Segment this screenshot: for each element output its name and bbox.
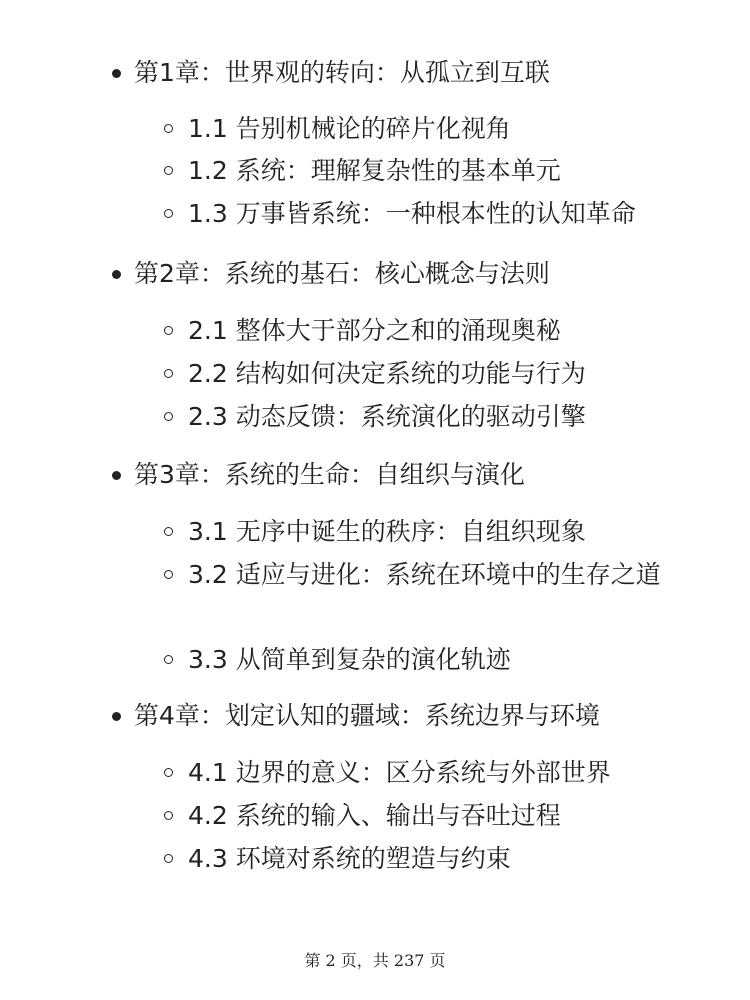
section-title: 2.2 结构如何决定系统的功能与行为 xyxy=(188,359,586,388)
chapter-4-item xyxy=(134,698,600,734)
section-title: 1.3 万事皆系统：一种根本性的认知革命 xyxy=(188,199,636,228)
section-title: 1.2 系统：理解复杂性的基本单元 xyxy=(188,156,561,185)
hollow-bullet-icon xyxy=(164,412,173,421)
filled-bullet-icon xyxy=(112,712,121,721)
section-3-3-item xyxy=(188,642,511,678)
chapter-title: 第3章：系统的生命：自组织与演化 xyxy=(134,460,525,489)
hollow-bullet-icon xyxy=(164,854,173,863)
chapter-3-item xyxy=(134,457,525,493)
section-title: 3.2 适应与进化：系统在环境中的生存之道 xyxy=(188,560,661,589)
filled-bullet-icon xyxy=(112,69,121,78)
section-title: 2.1 整体大于部分之和的涌现奥秘 xyxy=(188,316,561,345)
section-3-2-item xyxy=(188,555,668,595)
chapter-title: 第2章：系统的基石：核心概念与法则 xyxy=(134,259,550,288)
hollow-bullet-icon xyxy=(164,326,173,335)
section-2-2-item xyxy=(188,356,586,392)
section-title: 4.3 环境对系统的塑造与约束 xyxy=(188,844,511,873)
chapter-2-item xyxy=(134,256,550,292)
section-title: 3.1 无序中诞生的秩序：自组织现象 xyxy=(188,517,586,546)
hollow-bullet-icon xyxy=(164,166,173,175)
section-3-1-item xyxy=(188,514,586,550)
hollow-bullet-icon xyxy=(164,768,173,777)
section-title: 2.3 动态反馈：系统演化的驱动引擎 xyxy=(188,402,586,431)
section-4-1-item xyxy=(188,755,611,791)
chapter-title: 第1章：世界观的转向：从孤立到互联 xyxy=(134,58,550,87)
section-title: 4.2 系统的输入、输出与吞吐过程 xyxy=(188,801,561,830)
hollow-bullet-icon xyxy=(164,527,173,536)
filled-bullet-icon xyxy=(112,471,121,480)
page-number-footer: 第 2 页，共 237 页 xyxy=(304,951,446,970)
hollow-bullet-icon xyxy=(164,655,173,664)
section-1-2-item xyxy=(188,153,561,189)
hollow-bullet-icon xyxy=(164,570,173,579)
section-1-1-item xyxy=(188,111,511,147)
section-4-2-item xyxy=(188,798,561,834)
section-title: 4.1 边界的意义：区分系统与外部世界 xyxy=(188,758,611,787)
section-2-1-item xyxy=(188,313,561,349)
section-2-3-item xyxy=(188,399,586,435)
chapter-1-item xyxy=(134,55,550,91)
hollow-bullet-icon xyxy=(164,811,173,820)
filled-bullet-icon xyxy=(112,270,121,279)
chapter-title: 第4章：划定认知的疆域：系统边界与环境 xyxy=(134,701,600,730)
section-4-3-item xyxy=(188,841,511,877)
hollow-bullet-icon xyxy=(164,124,173,133)
hollow-bullet-icon xyxy=(164,209,173,218)
section-title: 1.1 告别机械论的碎片化视角 xyxy=(188,114,511,143)
section-title: 3.3 从简单到复杂的演化轨迹 xyxy=(188,645,511,674)
hollow-bullet-icon xyxy=(164,369,173,378)
section-1-3-item xyxy=(188,196,636,232)
